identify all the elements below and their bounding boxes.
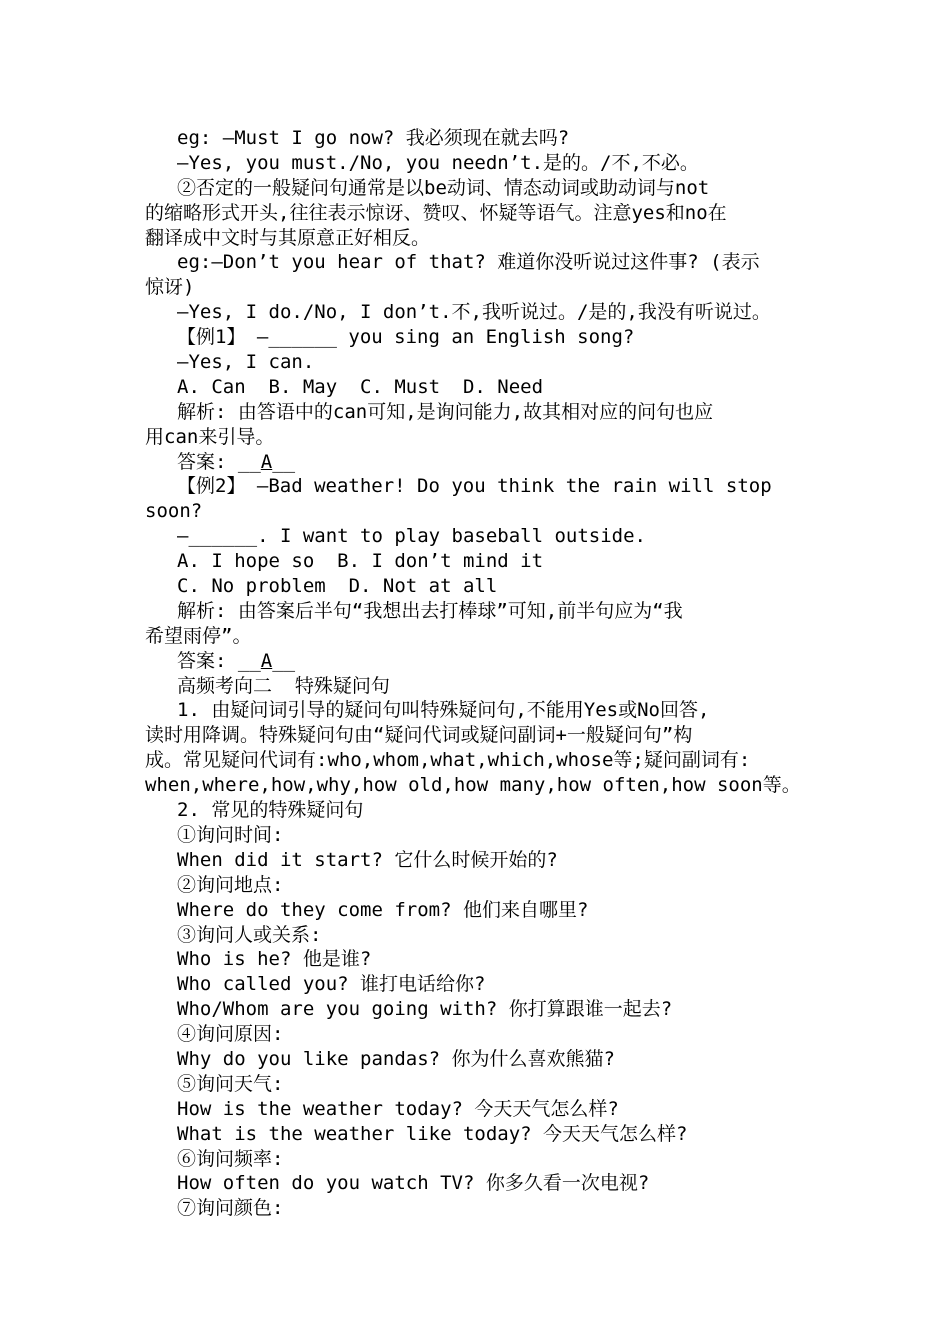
text-line: 惊讶) [145,276,195,299]
text-line: ③询问人或关系: [177,923,322,946]
answer-label: 答案: [177,450,238,473]
text-line: eg:—Don’t you hear of that? 难道你没听说过这件事? (表示 [177,251,760,274]
answer-value: A [260,450,273,473]
text-line: Where do they come from? 他们来自哪里? [177,898,589,921]
text-line: ②否定的一般疑问句通常是以be动词、情态动词或助动词与not [177,176,710,199]
answer-value: A [260,649,273,672]
text-line: —______. I want to play baseball outside. [177,525,646,548]
text-line: Who/Whom are you going with? 你打算跟谁一起去? [177,998,673,1021]
example-2-question: 【例2】 —Bad weather! Do you think the rain will stop [177,475,772,498]
subsection-heading: 2. 常见的特殊疑问句 [177,799,364,822]
example-1-options: A. Can B. May C. Must D. Need [177,375,544,398]
example-2-options: C. No problem D. Not at all [177,575,498,598]
answer-label: 答案: [177,649,238,672]
text-line: soon? [145,500,203,523]
text-line: How often do you watch TV? 你多久看一次电视? [177,1172,650,1195]
example-1-answer [145,450,810,475]
text-line: Why do you like pandas? 你为什么喜欢熊猫? [177,1047,615,1070]
answer-blank: __A__ [237,450,296,473]
answer-blank: __A__ [237,649,296,672]
text-line: ⑥询问频率: [177,1147,284,1170]
text-line: 成。常见疑问代词有:who,whom,what,which,whose等;疑问副词有: [145,749,751,772]
text-line: 1. 由疑问词引导的疑问句叫特殊疑问句,不能用Yes或No回答, [177,699,710,722]
text-line: ④询问原因: [177,1023,284,1046]
text-line: How is the weather today? 今天天气怎么样? [177,1097,619,1120]
text-line: eg: —Must I go now? 我必须现在就去吗? [177,127,570,149]
example-2-answer [145,649,810,674]
document-page [145,126,810,1221]
text-line: What is the weather like today? 今天天气怎么样? [177,1122,688,1145]
text-line: Who is he? 他是谁? [177,948,372,971]
text-line: 的缩略形式开头,往往表示惊讶、赞叹、怀疑等语气。注意yes和no在 [145,201,727,224]
text-line: Who called you? 谁打电话给你? [177,973,486,996]
example-2-options: A. I hope so B. I don’t mind it [177,550,544,573]
text-line: ②询问地点: [177,873,284,896]
text-line: 希望雨停”。 [145,624,252,647]
text-line: ⑤询问天气: [177,1072,284,1095]
text-line: 用can来引导。 [145,425,275,448]
text-line: when,where,how,why,how old,how many,how often,how soon等。 [145,774,801,797]
example-1-question: 【例1】 —______ you sing an English song? [177,326,635,349]
text-line: 读时用降调。特殊疑问句由“疑问代词或疑问副词+一般疑问句”构 [145,724,693,747]
text-line: —Yes, I can. [177,351,315,374]
text-line: —Yes, you must./No, you needn’t.是的。/不,不必。 [177,151,699,174]
text-line: ⑦询问颜色: [177,1197,284,1220]
example-1-analysis: 解析: 由答语中的can可知,是询问能力,故其相对应的问句也应 [177,400,714,423]
text-line: —Yes, I do./No, I don’t.不,我听说过。/是的,我没有听说过。 [177,301,771,324]
section-heading: 高频考向二 特殊疑问句 [177,674,390,697]
example-2-analysis: 解析: 由答案后半句“我想出去打棒球”可知,前半句应为“我 [177,599,683,622]
text-line: ①询问时间: [177,823,284,846]
text-line: When did it start? 它什么时候开始的? [177,848,558,871]
text-line: 翻译成中文时与其原意正好相反。 [145,226,431,249]
